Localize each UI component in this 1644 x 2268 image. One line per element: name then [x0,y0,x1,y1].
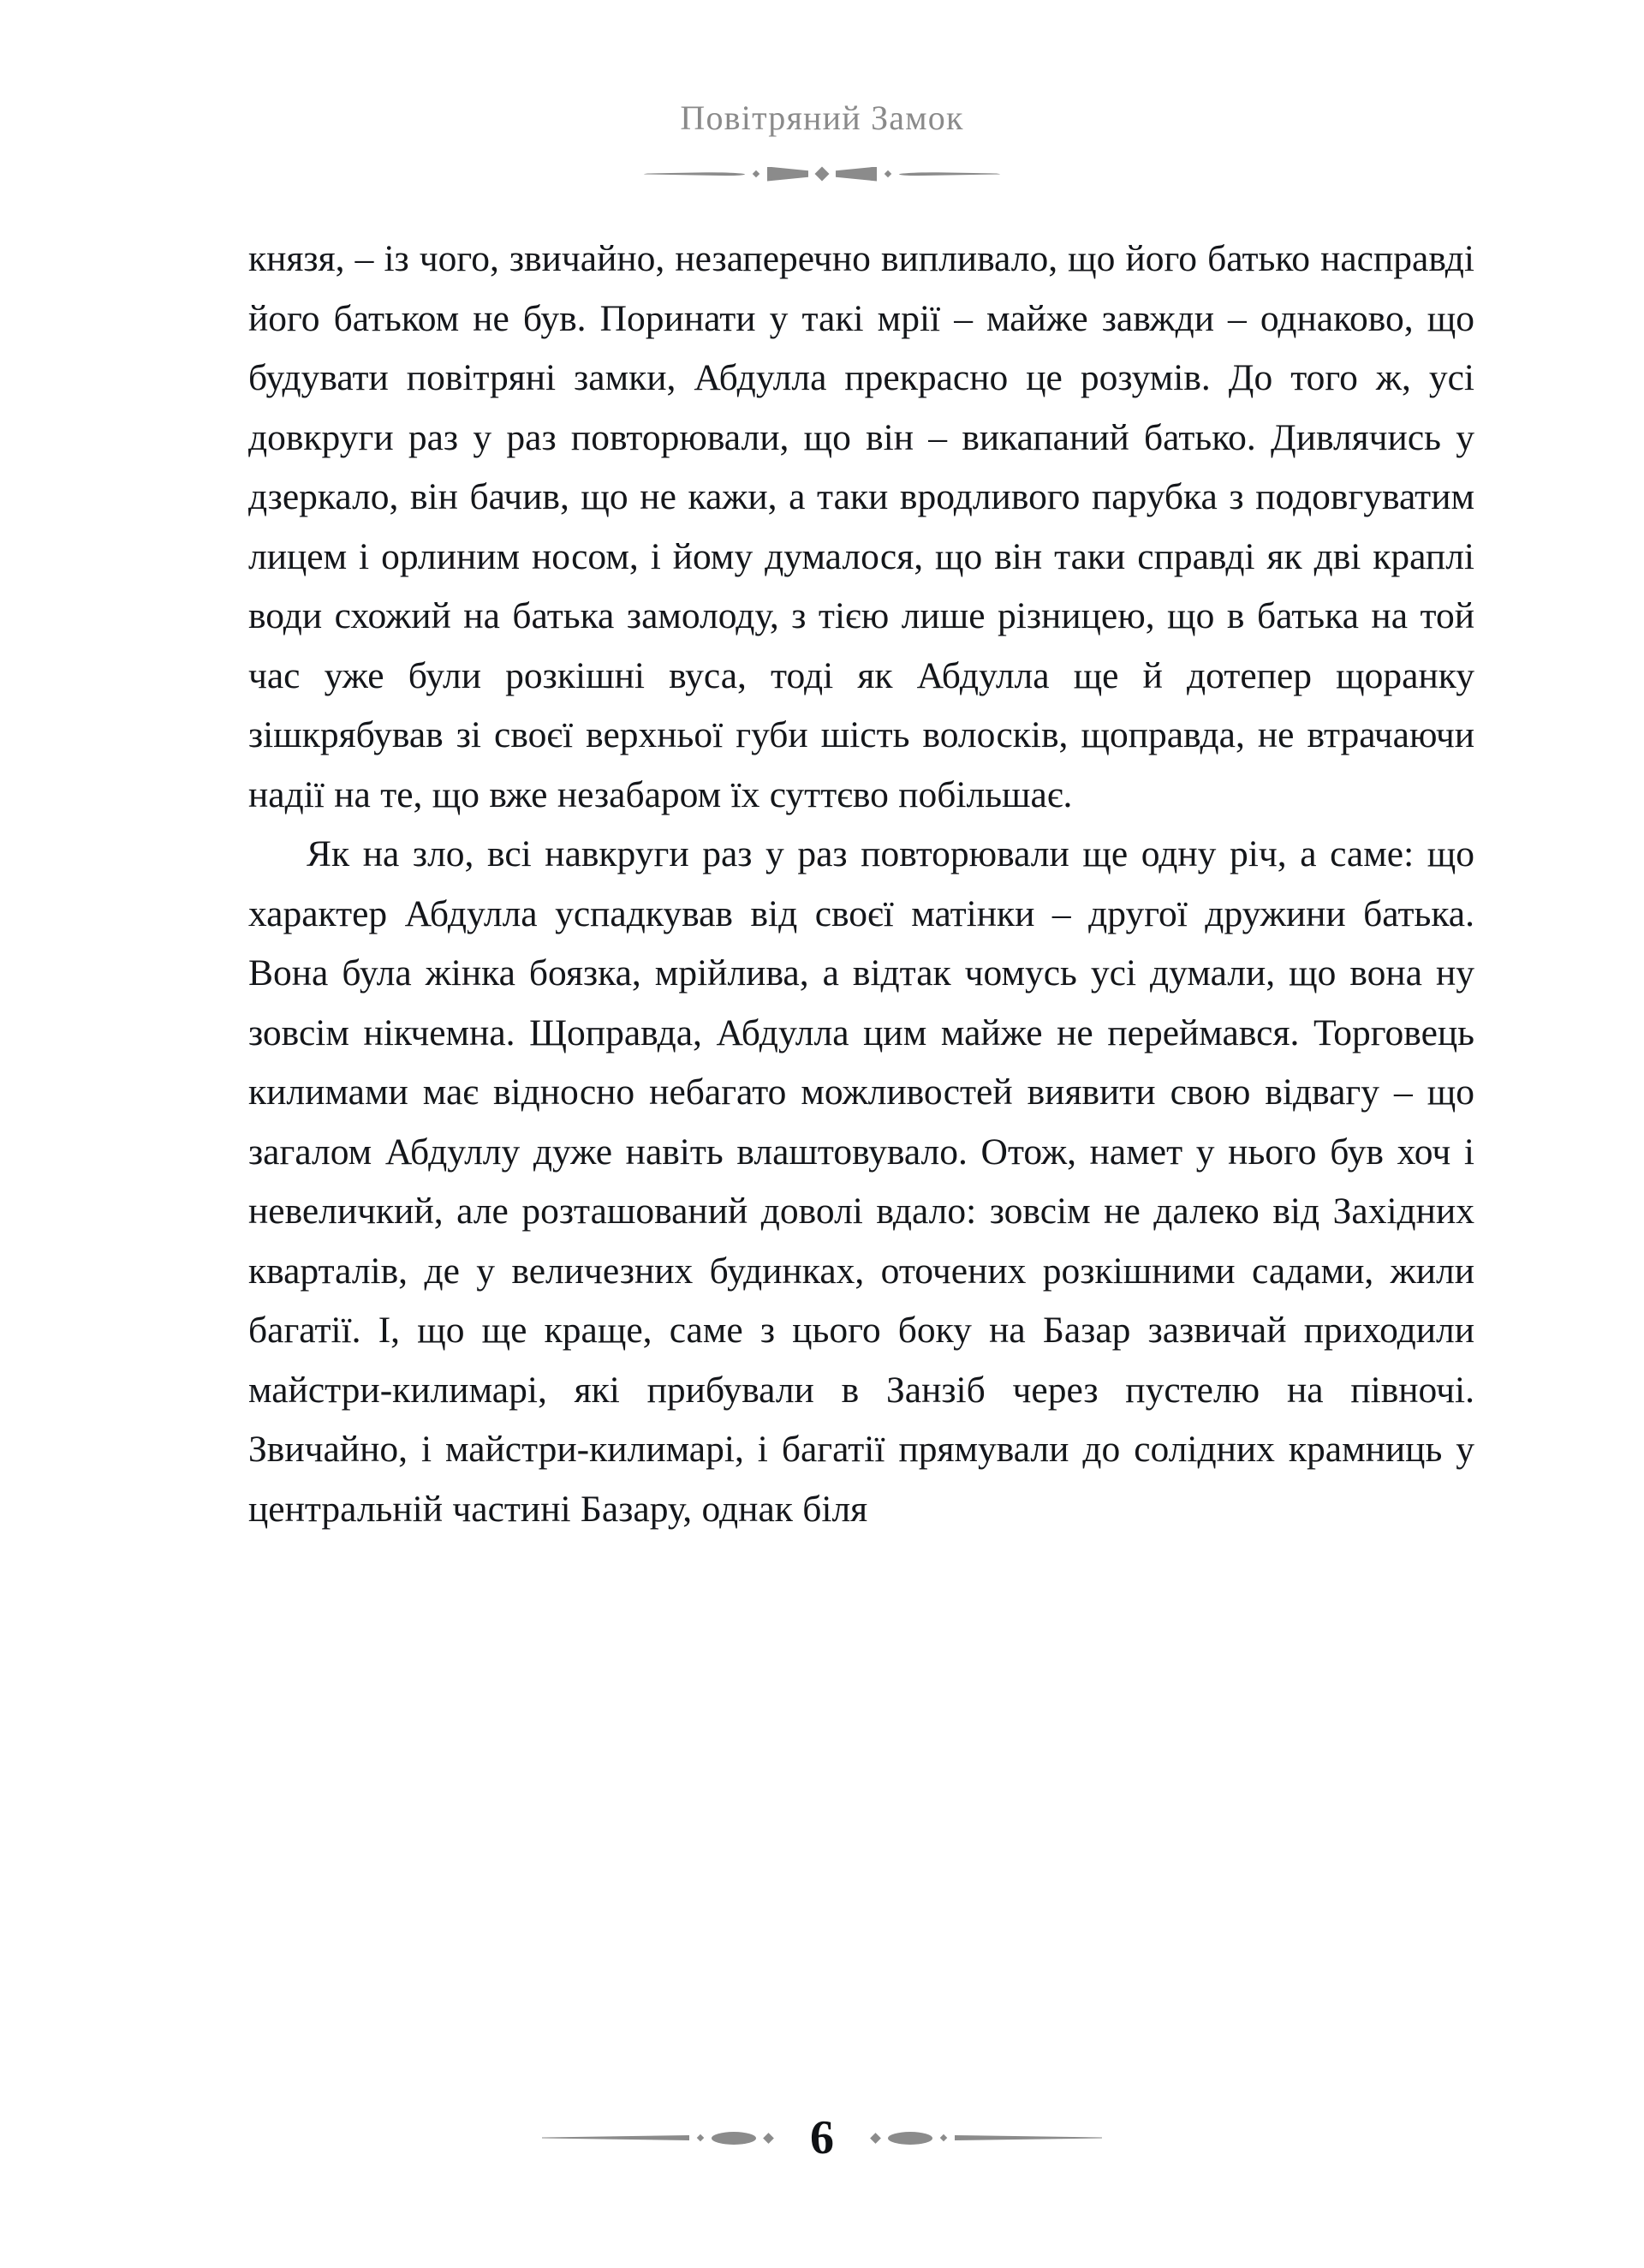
ornament-diamond-small-right-icon [885,170,891,177]
ornament-rule-right-icon [899,172,1000,176]
ornament-diamond-icon [870,2133,881,2144]
ornament-rule-left-icon [542,2135,689,2140]
ornament-lozenge-icon [712,2132,756,2145]
ornament-diamond-small-left-icon [753,170,759,177]
text-column [248,230,1474,1539]
running-head-title: Повітряний Замок [680,98,964,137]
ornament-diamond-center-icon [815,167,830,182]
ornament-lozenge-icon [888,2132,932,2145]
page-number: 6 [810,2111,834,2164]
ornament-diamond-small-icon [697,2134,704,2141]
ornament-wedge-right-icon [836,167,877,182]
body-paragraph: князя, – із чого, звичайно, незаперечно випливало, що його батько насправді його батьком не був. Поринати у такі мрії – майже завжди – однаково, що будувати повітряні замки, Абдулла прекрасно це розумів. До того ж, усі довкруги раз у раз повторювали, що він – викапаний батько. Дивлячись у дзеркало, він бачив, що не кажи, а таки вродливого парубка з подовгуватим лицем і орлиним носом, і йому думалося, що він таки справді як дві краплі води схожий на батька замолоду, з тією лише різницею, що в батька на той час уже були розкішні вуса, тоді як Абдулла ще й дотепер щоранку зішкрябував зі своєї верхньої губи шість волосків, щоправда, не втрачаючи надії на те, що вже незабаром їх суттєво побільшає. [248,238,1474,815]
header-ornament [0,163,1644,185]
ornament-diamond-small-icon [940,2134,947,2141]
ornament-wedge-left-icon [767,167,808,182]
ornament-rule-right-icon [955,2135,1102,2140]
footer-ornament-right [872,2132,1102,2145]
running-head [0,98,1644,137]
body-paragraph: Як на зло, всі навкруги раз у раз повторювали ще одну річ, а саме: що характер Абдулла успадкував від своєї матінки – другої дружини батька. Вона була жінка боязка, мрійлива, а відтак чомусь усі думали, що вона ну зовсім нікчемна. Щоправда, Абдулла цим майже не переймався. Торговець килимами має відносно небагато можливостей виявити свою відвагу – що загалом Абдуллу дуже навіть влаштовувало. Отож, намет у нього був хоч і невеличкий, але розташований доволі вдало: зовсім не далеко від Західних кварталів, де у величезних будинках, оточених розкішними садами, жили багатії. І, що ще краще, саме з цього боку на Базар зазвичай приходили майстри-килимарі, які прибували в Занзіб через пустелю на півночі. Звичайно, і майстри-килимарі, і багатії прямували до солідних крамниць у центральній частині Базару, однак біля [248,833,1474,1530]
page-footer [0,2111,1644,2164]
ornament-rule-left-icon [644,172,745,176]
footer-ornament-left [542,2132,772,2145]
